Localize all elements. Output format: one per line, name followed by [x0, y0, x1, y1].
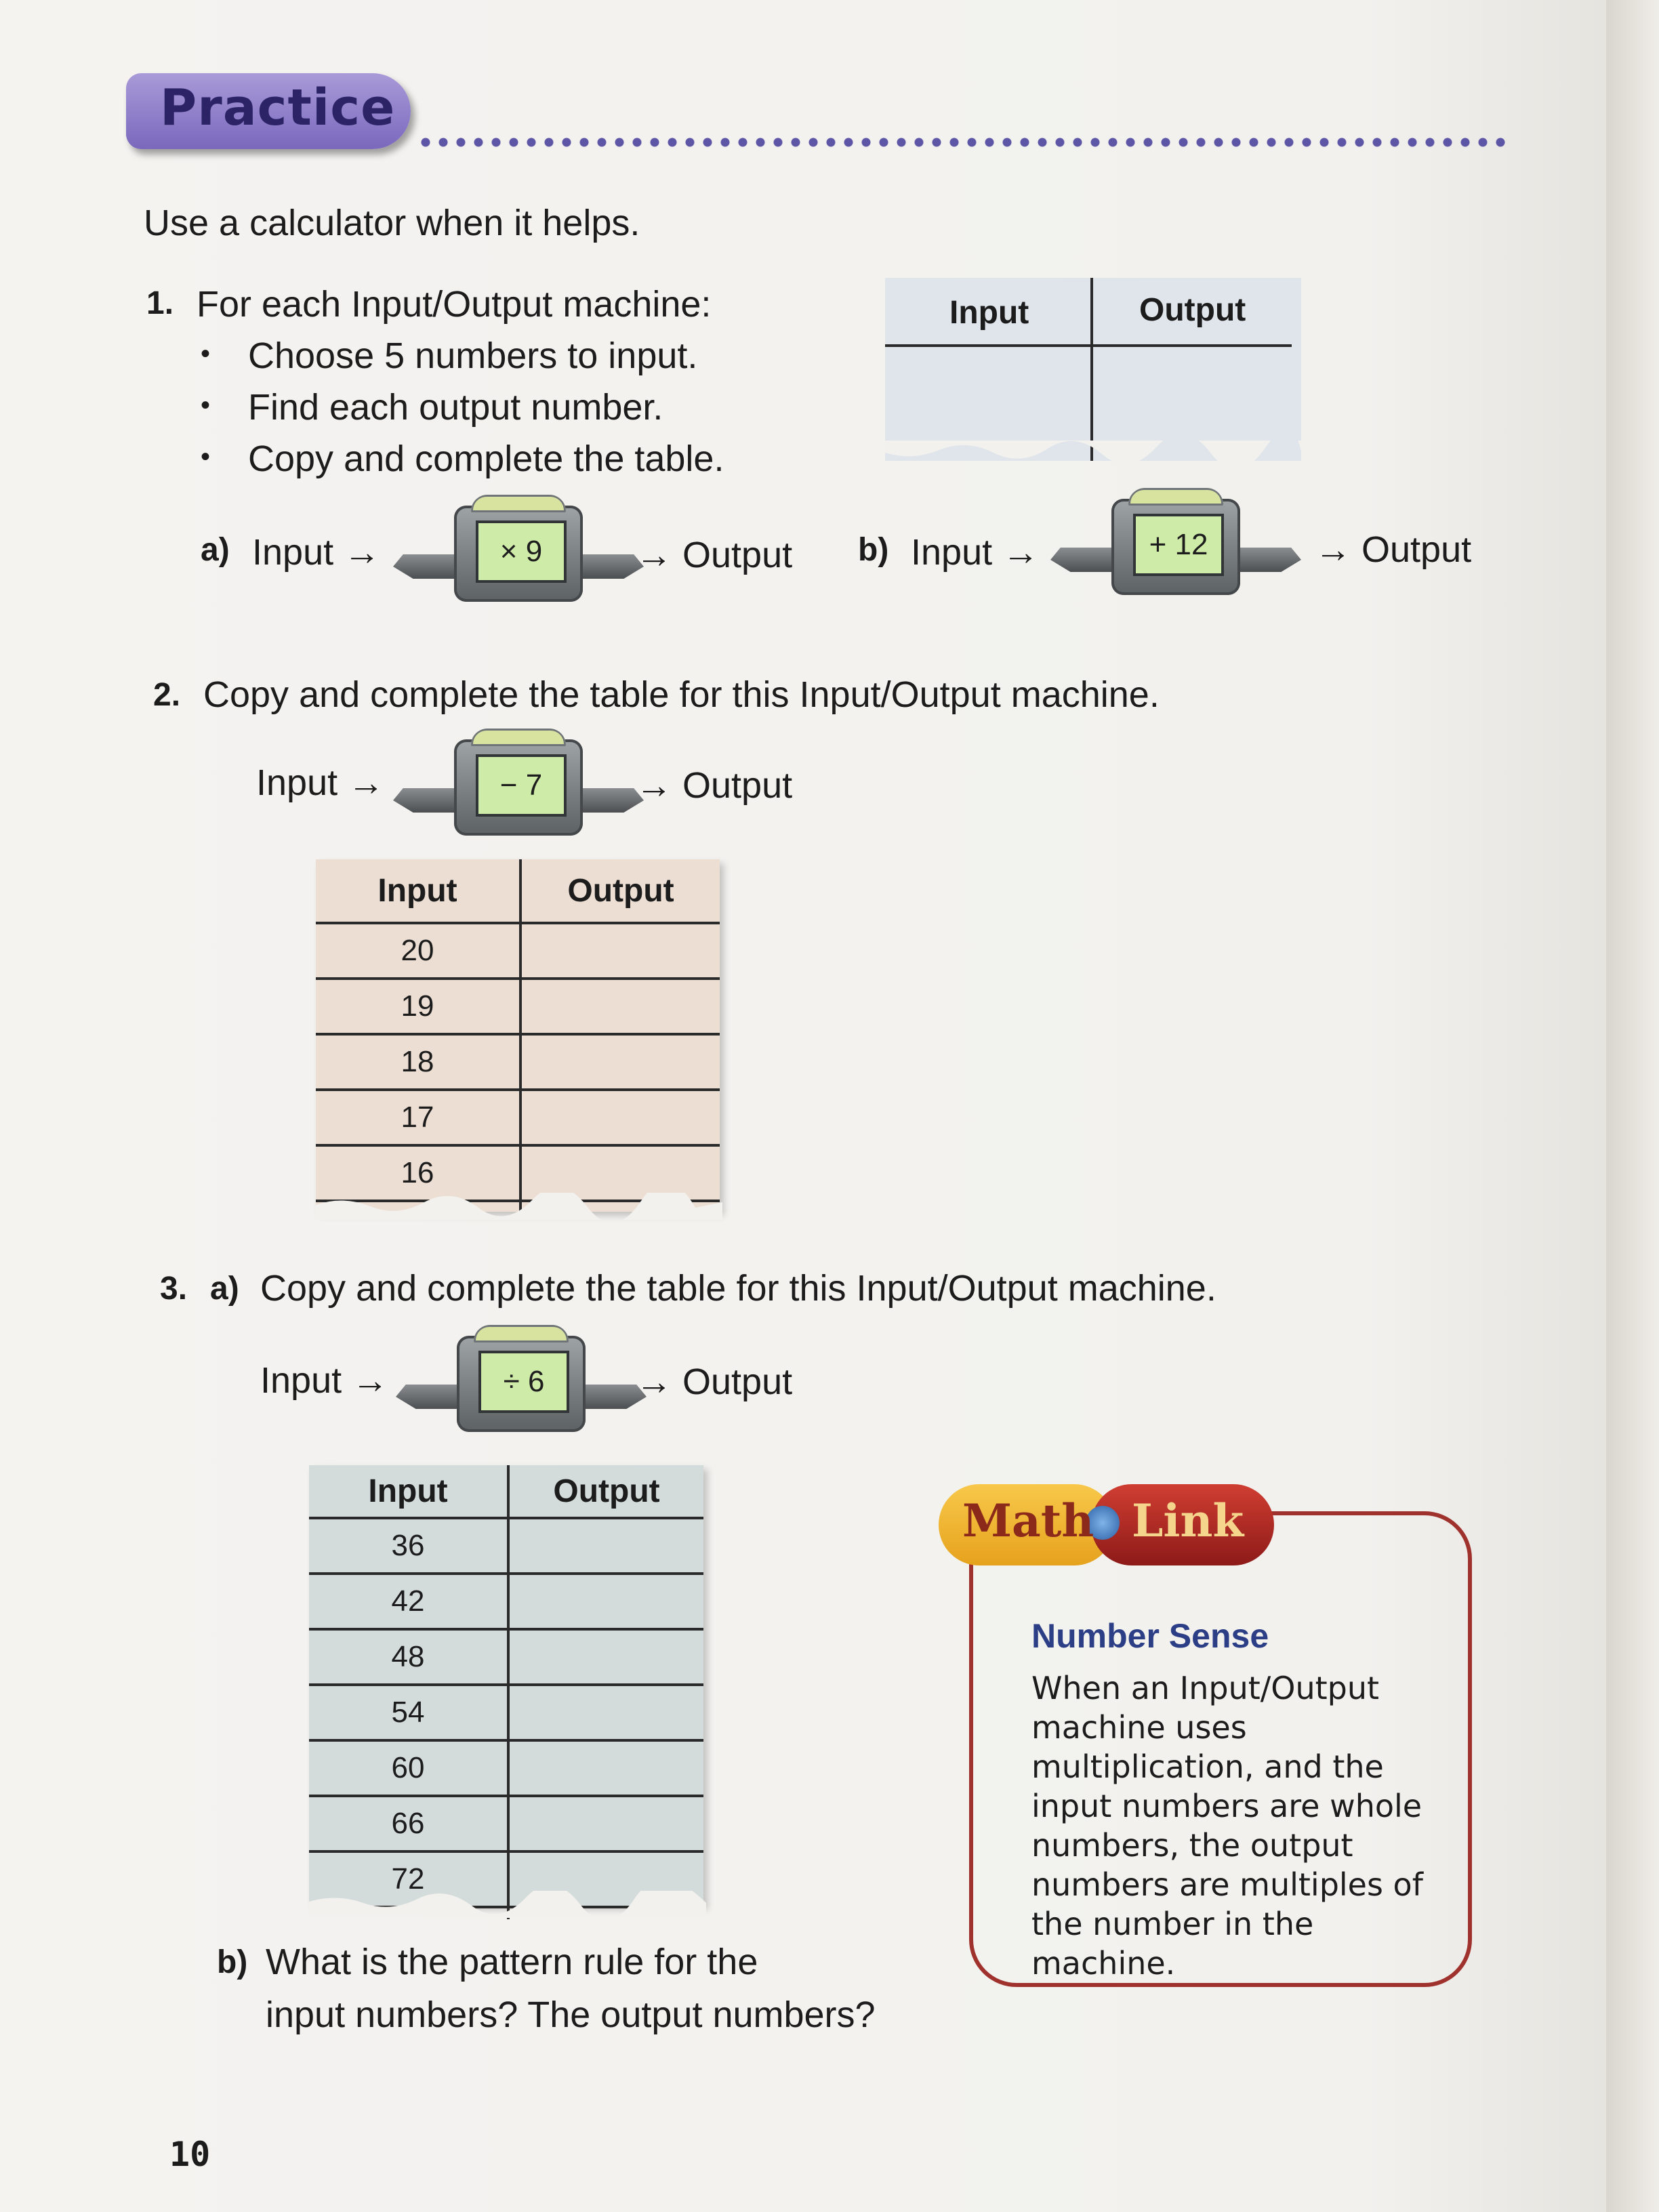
machine-operation: + 12 — [1133, 514, 1224, 576]
q3-header-output: Output — [508, 1465, 703, 1518]
q2-prompt: Copy and complete the table for this Input/Output machine. — [203, 674, 1160, 715]
q3a-label: a) — [210, 1271, 239, 1307]
machine-operation: − 7 — [476, 754, 567, 817]
q1a-input-label: Input → — [252, 532, 381, 573]
table-row — [309, 1518, 703, 1574]
q3-cell-input: 72 — [309, 1851, 508, 1907]
dotted-divider — [417, 136, 1508, 149]
q3-input-label: Input → — [260, 1360, 389, 1401]
q2-cell-input: 17 — [316, 1090, 520, 1145]
q2-cell-output — [520, 979, 720, 1034]
q2-output-label: → Output — [636, 765, 793, 806]
table-row — [316, 979, 720, 1034]
q3b-line-2: input numbers? The output numbers? — [266, 1994, 876, 2035]
bullet-dot: • — [201, 390, 211, 420]
q3b-line-1: What is the pattern rule for the — [266, 1942, 758, 1982]
q3-cell-input: 54 — [309, 1685, 508, 1740]
io-machine — [396, 1325, 647, 1433]
number-sense-title: Number Sense — [1031, 1617, 1269, 1655]
bullet-dot: • — [201, 339, 211, 369]
q3-cell-output — [508, 1629, 703, 1685]
table-divider — [885, 344, 1292, 347]
q2-number: 2. — [153, 677, 181, 713]
math-link-link-text: Link — [1132, 1494, 1244, 1547]
q3-cell-output — [508, 1796, 703, 1851]
table-row — [309, 1629, 703, 1685]
table-divider — [1090, 278, 1093, 461]
torn-edge — [885, 441, 1301, 468]
io-machine — [1050, 488, 1301, 596]
q2-cell-input: 20 — [316, 923, 520, 979]
math-link-math-text: Math — [962, 1494, 1094, 1547]
q3-cell-output — [508, 1518, 703, 1574]
table-row — [309, 1740, 703, 1796]
q1-table-header-input: Input — [949, 295, 1029, 331]
q2-cell-input: 19 — [316, 979, 520, 1034]
intro-text: Use a calculator when it helps. — [144, 203, 640, 243]
table-row — [309, 1685, 703, 1740]
page-number: 10 — [169, 2135, 211, 2174]
q3-header-input: Input — [309, 1465, 508, 1518]
q1-bullet-2: Find each output number. — [248, 387, 663, 428]
q3-prompt: Copy and complete the table for this Input/Output machine. — [260, 1268, 1216, 1309]
table-row — [316, 1034, 720, 1090]
page-title: Practice — [160, 79, 396, 137]
torn-edge — [316, 1193, 722, 1220]
q3-cell-input: 66 — [309, 1796, 508, 1851]
q3-cell-output — [508, 1574, 703, 1629]
q3b-label: b) — [217, 1944, 248, 1980]
q3-cell-input: 36 — [309, 1518, 508, 1574]
q3-cell-input: 48 — [309, 1629, 508, 1685]
q3-cell-input: 42 — [309, 1574, 508, 1629]
q1-bullet-1: Choose 5 numbers to input. — [248, 335, 698, 376]
q2-table — [316, 859, 720, 1217]
q3-table — [309, 1465, 703, 1919]
q2-header-input: Input — [316, 859, 520, 923]
number-sense-body: When an Input/Output machine uses multiplication, and the input numbers are whole numbers, the output numbers are multiples of the number in the machine. — [1031, 1670, 1423, 1982]
table-row — [309, 1574, 703, 1629]
book-gutter — [1606, 0, 1659, 2212]
io-machine — [393, 495, 644, 603]
q1-table-header-output: Output — [1139, 292, 1246, 328]
q1a-label: a) — [201, 532, 230, 568]
table-row — [309, 1796, 703, 1851]
machine-operation: × 9 — [476, 520, 567, 583]
q1-bullet-3: Copy and complete the table. — [248, 438, 724, 479]
q1-number: 1. — [146, 285, 174, 321]
q2-cell-output — [520, 1090, 720, 1145]
q2-input-label: Input → — [256, 762, 385, 803]
q3-cell-input: 60 — [309, 1740, 508, 1796]
q2-cell-output — [520, 1034, 720, 1090]
q2-cell-input: 18 — [316, 1034, 520, 1090]
q1-table — [885, 278, 1301, 461]
q3-output-label: → Output — [636, 1361, 793, 1402]
q1b-input-label: Input → — [911, 532, 1040, 573]
q1b-label: b) — [858, 532, 889, 568]
bullet-dot: • — [201, 442, 211, 472]
q2-header-output: Output — [520, 859, 720, 923]
q1b-output-label: → Output — [1315, 529, 1472, 570]
torn-edge — [309, 1891, 706, 1918]
q2-cell-input: 16 — [316, 1145, 520, 1201]
table-row — [316, 1090, 720, 1145]
q2-cell-output — [520, 923, 720, 979]
q3-cell-output — [508, 1685, 703, 1740]
io-machine — [393, 729, 644, 837]
machine-operation: ÷ 6 — [478, 1351, 569, 1413]
q1-prompt: For each Input/Output machine: — [197, 284, 712, 325]
table-row — [316, 923, 720, 979]
q1a-output-label: → Output — [636, 535, 793, 575]
q3-cell-output — [508, 1740, 703, 1796]
q3-number: 3. — [160, 1271, 188, 1307]
